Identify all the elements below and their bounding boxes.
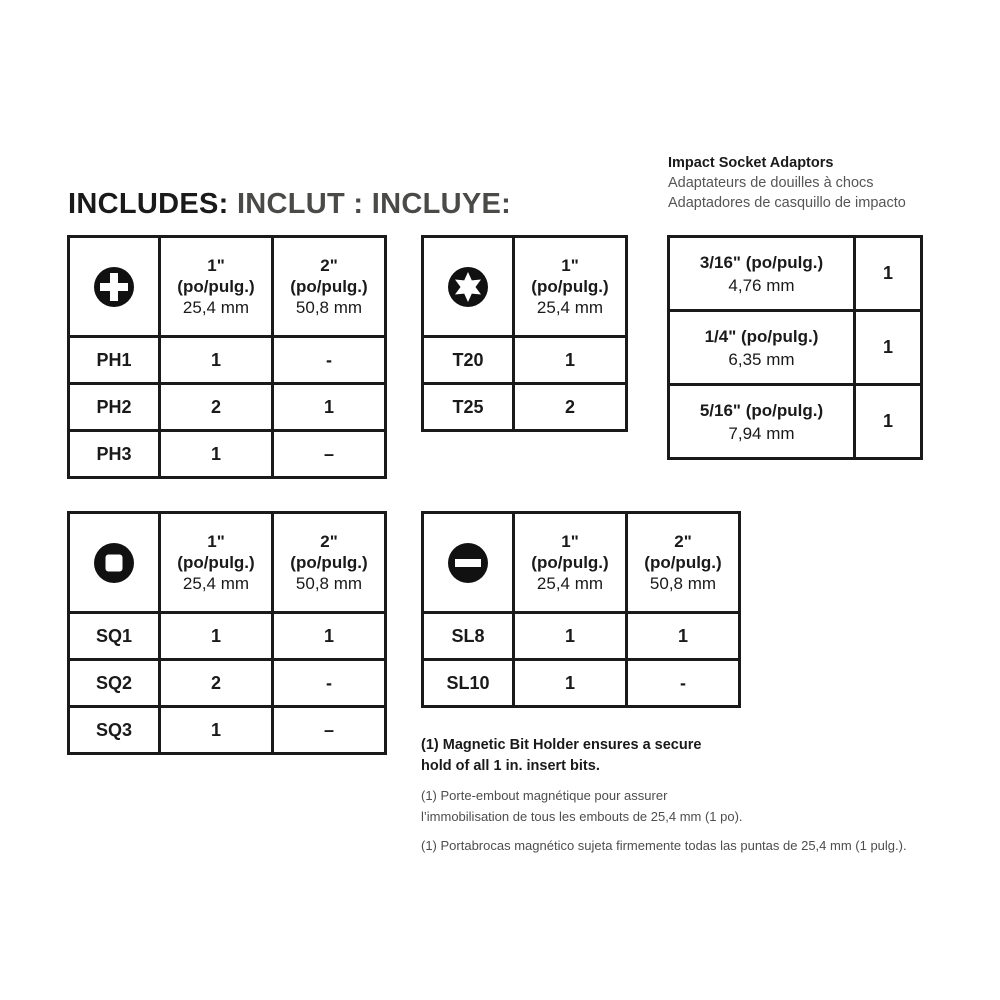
col-2in-inch: 2" bbox=[320, 532, 338, 551]
col-2in-header bbox=[273, 237, 386, 337]
bit-code: PH3 bbox=[69, 431, 160, 478]
col-1in-unit: (po/pulg.) bbox=[177, 277, 255, 296]
col-1in-mm: 25,4 mm bbox=[536, 574, 604, 593]
col-2in-header bbox=[273, 513, 386, 613]
torx-icon-cell bbox=[423, 237, 514, 337]
slotted-icon-cell bbox=[423, 513, 514, 613]
note-french bbox=[421, 785, 941, 827]
col-1in-mm: 25,4 mm bbox=[536, 298, 604, 317]
note-french-line: l’immobilisation de tous les embouts de 25,4 mm (1 po). bbox=[421, 809, 743, 824]
adaptors-heading bbox=[668, 153, 906, 213]
col-1in-header bbox=[514, 237, 627, 337]
col-2in-mm: 50,8 mm bbox=[295, 574, 363, 593]
page-title bbox=[68, 188, 511, 221]
bit-code: PH2 bbox=[69, 384, 160, 431]
note-english-line: (1) Magnetic Bit Holder ensures a secure bbox=[421, 737, 702, 753]
col-2in-header bbox=[627, 513, 740, 613]
table-row bbox=[69, 660, 386, 707]
phillips-icon bbox=[93, 266, 135, 308]
adaptor-qty: 1 bbox=[855, 237, 922, 311]
phillips-table bbox=[67, 235, 387, 479]
qty-2in: - bbox=[273, 337, 386, 384]
col-1in-header bbox=[514, 513, 627, 613]
table-row bbox=[69, 707, 386, 754]
note-spanish: (1) Portabrocas magnético sujeta firmemente todas las puntas de 25,4 mm (1 pulg.). bbox=[421, 838, 907, 853]
table-row bbox=[69, 384, 386, 431]
qty-2in: 1 bbox=[273, 384, 386, 431]
title-french: INCLUT : bbox=[236, 188, 364, 220]
torx-star-icon bbox=[447, 266, 489, 308]
col-1in-inch: 1" bbox=[561, 532, 579, 551]
col-2in-unit: (po/pulg.) bbox=[644, 553, 722, 572]
adaptor-size bbox=[669, 237, 855, 311]
square-drive-icon bbox=[93, 542, 135, 584]
table-row bbox=[69, 337, 386, 384]
qty-1in: 2 bbox=[514, 384, 627, 431]
bit-code: T20 bbox=[423, 337, 514, 384]
bit-code: SL8 bbox=[423, 613, 514, 660]
table-row bbox=[423, 613, 740, 660]
col-1in-inch: 1" bbox=[207, 256, 225, 275]
col-1in-mm: 25,4 mm bbox=[182, 298, 250, 317]
bit-code: T25 bbox=[423, 384, 514, 431]
adaptor-size bbox=[669, 385, 855, 459]
adaptors-table bbox=[667, 235, 923, 460]
qty-1in: 1 bbox=[514, 613, 627, 660]
qty-2in: 1 bbox=[627, 613, 740, 660]
table-row bbox=[423, 660, 740, 707]
adaptors-heading-en: Impact Socket Adaptors bbox=[668, 155, 834, 171]
bit-holder-note bbox=[421, 735, 941, 856]
qty-1in: 1 bbox=[514, 337, 627, 384]
col-2in-unit: (po/pulg.) bbox=[290, 277, 368, 296]
col-2in-unit: (po/pulg.) bbox=[290, 553, 368, 572]
table-row bbox=[69, 613, 386, 660]
bit-code: SQ1 bbox=[69, 613, 160, 660]
col-1in-unit: (po/pulg.) bbox=[531, 277, 609, 296]
col-1in-unit: (po/pulg.) bbox=[531, 553, 609, 572]
square-table bbox=[67, 511, 387, 755]
qty-2in: – bbox=[273, 707, 386, 754]
col-2in-mm: 50,8 mm bbox=[295, 298, 363, 317]
table-row bbox=[423, 337, 627, 384]
col-1in-unit: (po/pulg.) bbox=[177, 553, 255, 572]
adaptors-heading-fr: Adaptateurs de douilles à chocs bbox=[668, 175, 874, 191]
col-1in-header bbox=[160, 513, 273, 613]
qty-1in: 1 bbox=[160, 707, 273, 754]
qty-2in: - bbox=[627, 660, 740, 707]
qty-2in: - bbox=[273, 660, 386, 707]
note-french-line: (1) Porte-embout magnétique pour assurer bbox=[421, 788, 668, 803]
bit-code: SL10 bbox=[423, 660, 514, 707]
qty-2in: – bbox=[273, 431, 386, 478]
adaptors-heading-es: Adaptadores de casquillo de impacto bbox=[668, 195, 906, 211]
adaptor-size bbox=[669, 311, 855, 385]
col-1in-mm: 25,4 mm bbox=[182, 574, 250, 593]
table-row bbox=[423, 384, 627, 431]
note-english-line: hold of all 1 in. insert bits. bbox=[421, 758, 600, 774]
qty-1in: 2 bbox=[160, 660, 273, 707]
adaptor-qty: 1 bbox=[855, 311, 922, 385]
col-1in-header bbox=[160, 237, 273, 337]
slotted-table bbox=[421, 511, 741, 708]
bit-code: PH1 bbox=[69, 337, 160, 384]
adaptor-size-inch: 3/16" (po/pulg.) bbox=[699, 252, 824, 272]
table-row bbox=[669, 311, 922, 385]
table-row bbox=[69, 431, 386, 478]
qty-1in: 1 bbox=[160, 431, 273, 478]
col-2in-inch: 2" bbox=[320, 256, 338, 275]
phillips-icon-cell bbox=[69, 237, 160, 337]
table-row bbox=[669, 385, 922, 459]
qty-1in: 1 bbox=[514, 660, 627, 707]
table-row bbox=[669, 237, 922, 311]
col-2in-mm: 50,8 mm bbox=[649, 574, 717, 593]
qty-2in: 1 bbox=[273, 613, 386, 660]
adaptor-size-inch: 5/16" (po/pulg.) bbox=[699, 400, 824, 420]
bit-code: SQ2 bbox=[69, 660, 160, 707]
bit-code: SQ3 bbox=[69, 707, 160, 754]
qty-1in: 1 bbox=[160, 337, 273, 384]
adaptor-size-mm: 4,76 mm bbox=[728, 275, 795, 295]
qty-1in: 2 bbox=[160, 384, 273, 431]
adaptor-size-mm: 6,35 mm bbox=[728, 349, 795, 369]
col-1in-inch: 1" bbox=[561, 256, 579, 275]
adaptor-size-inch: 1/4" (po/pulg.) bbox=[704, 326, 819, 346]
adaptor-size-mm: 7,94 mm bbox=[728, 423, 795, 443]
torx-table bbox=[421, 235, 628, 432]
title-english: INCLUDES: bbox=[68, 188, 229, 220]
slotted-icon bbox=[447, 542, 489, 584]
col-1in-inch: 1" bbox=[207, 532, 225, 551]
adaptor-qty: 1 bbox=[855, 385, 922, 459]
col-2in-inch: 2" bbox=[674, 532, 692, 551]
title-spanish: INCLUYE: bbox=[371, 188, 512, 220]
square-icon-cell bbox=[69, 513, 160, 613]
qty-1in: 1 bbox=[160, 613, 273, 660]
note-english bbox=[421, 735, 941, 777]
